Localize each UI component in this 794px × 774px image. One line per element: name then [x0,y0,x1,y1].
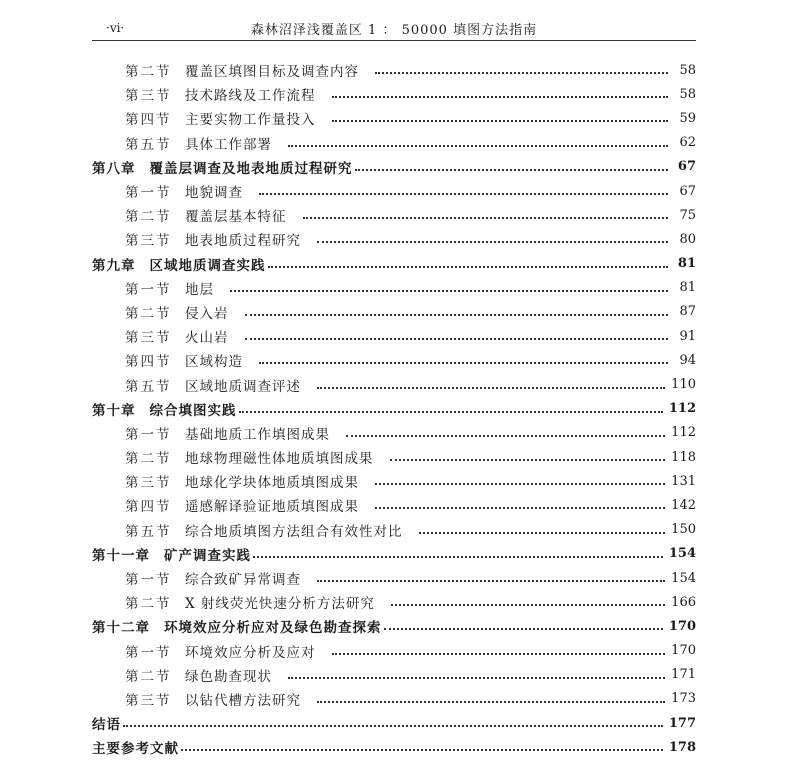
toc-entry-title: 地表地质过程研究 [185,233,301,250]
toc-entry-number: 第二节 [125,596,172,613]
dot-leader [317,387,665,389]
toc-entry-number: 第四节 [125,112,172,129]
toc-section-entry[interactable] [92,518,696,542]
toc-section-entry[interactable] [92,639,696,663]
dot-leader [317,701,665,703]
toc-section-entry[interactable] [92,106,696,130]
toc-section-entry[interactable] [92,203,696,227]
dot-leader [390,459,666,461]
toc-entry-number: 第五节 [125,523,172,540]
dot-leader [268,266,669,268]
toc-entry-number: 第一节 [125,185,172,202]
dot-leader [123,725,663,727]
toc-entry-page: 150 [671,522,696,538]
toc-entry-page: 91 [679,328,696,344]
dot-leader [317,580,665,582]
dot-leader [253,556,663,558]
toc-entry-number: 第五节 [125,378,172,395]
toc-entry-title: 环境效应分析应对及绿色勘查探索 [164,620,382,637]
dot-leader [245,338,669,340]
toc-entry-title: 综合致矿异常调查 [185,572,301,589]
toc-entry-page: 118 [671,449,696,465]
toc-entry-number: 第三节 [125,475,172,492]
toc-entry-page: 170 [671,643,696,659]
toc-entry-page: 59 [679,110,696,126]
toc-entry-page: 58 [679,86,696,102]
toc-entry-page: 67 [679,183,696,199]
header-page-number: ·vi· [106,21,125,35]
dot-leader [317,241,668,243]
toc-entry-number: 第二节 [125,668,172,685]
dot-leader [375,72,668,74]
toc-entry-title: 环境效应分析及应对 [185,644,316,661]
toc-entry-title: 侵入岩 [185,305,229,322]
toc-entry-number: 第九章 [92,257,136,274]
toc-entry-page: 154 [671,570,696,586]
dot-leader [245,314,669,316]
toc-entry-number: 第一节 [125,281,172,298]
dot-leader [419,532,666,534]
toc-entry-title: 地层 [185,281,214,298]
toc-entry-page: 75 [679,207,696,223]
header-book-title: 森林沼泽浅覆盖区 1 ： 50000 填图方法指南 [250,23,538,38]
toc-entry-number: 第三节 [125,233,172,250]
toc-entry-number: 第二节 [125,64,172,81]
table-of-contents [92,58,696,759]
toc-chapter-entry[interactable] [92,542,696,566]
toc-entry-title: 火山岩 [185,330,229,347]
toc-entry-title: 遥感解译验证地质填图成果 [185,499,359,516]
toc-entry-title: 技术路线及工作流程 [185,88,316,105]
toc-entry-number: 第一节 [125,644,172,661]
toc-chapter-entry[interactable] [92,735,696,759]
toc-entry-title: 区域地质调查评述 [185,378,301,395]
toc-section-entry[interactable] [92,445,696,469]
toc-entry-title: 绿色勘查现状 [185,668,272,685]
dot-leader [259,362,668,364]
toc-section-entry[interactable] [92,372,696,396]
toc-entry-page: 81 [679,280,696,296]
toc-entry-number: 第四节 [125,499,172,516]
toc-entry-page: 173 [671,691,696,707]
dot-leader [239,411,663,413]
toc-entry-title: 以钻代槽方法研究 [185,692,301,709]
toc-entry-number: 第三节 [125,692,172,709]
dot-leader [355,169,669,171]
toc-chapter-entry[interactable] [92,155,696,179]
toc-entry-number: 第三节 [125,330,172,347]
toc-entry-page: 170 [668,618,696,634]
toc-section-entry[interactable] [92,131,696,155]
toc-section-entry[interactable] [92,179,696,203]
dot-leader [375,483,665,485]
dot-leader [288,677,665,679]
dot-leader [391,604,665,606]
toc-entry-page: 62 [679,135,696,151]
toc-entry-number: 第二节 [125,305,172,322]
toc-entry-title: 结语 [92,717,121,734]
toc-entry-number: 第十章 [92,402,136,419]
toc-entry-page: 87 [679,304,696,320]
toc-entry-page: 81 [677,256,696,272]
toc-entry-title: 地球物理磁性体地质填图成果 [185,451,374,468]
toc-entry-title: 主要参考文献 [92,741,179,758]
dot-leader [230,290,668,292]
toc-entry-page: 131 [671,473,696,489]
toc-entry-page: 178 [668,739,696,755]
toc-entry-page: 112 [668,401,696,417]
toc-chapter-entry[interactable] [92,252,696,276]
toc-section-entry[interactable] [92,687,696,711]
toc-entry-title: 综合地质填图方法组合有效性对比 [185,523,403,540]
toc-entry-page: 58 [679,62,696,78]
toc-section-entry[interactable] [92,493,696,517]
toc-entry-title: 覆盖层调查及地表地质过程研究 [149,160,353,177]
dot-leader [332,96,669,98]
toc-entry-title: 区域构造 [185,354,243,371]
toc-section-entry[interactable] [92,566,696,590]
toc-entry-number: 第四节 [125,354,172,371]
dot-leader [332,120,669,122]
toc-entry-title: 覆盖层基本特征 [185,209,287,226]
toc-entry-number: 第五节 [125,136,172,153]
toc-chapter-entry[interactable] [92,711,696,735]
toc-entry-title: 矿产调查实践 [164,547,251,564]
toc-section-entry[interactable] [92,590,696,614]
toc-entry-number: 第十二章 [92,620,150,637]
toc-entry-title: 主要实物工作量投入 [185,112,316,129]
dot-leader [375,507,665,509]
toc-entry-page: 67 [677,159,696,175]
toc-section-entry[interactable] [92,58,696,82]
dot-leader [384,628,663,630]
toc-entry-page: 110 [671,377,696,393]
running-header [92,18,696,41]
toc-entry-number: 第十一章 [92,547,150,564]
toc-chapter-entry[interactable] [92,614,696,638]
toc-section-entry[interactable] [92,82,696,106]
toc-section-entry[interactable] [92,421,696,445]
toc-entry-title: 地貌调查 [185,185,243,202]
toc-entry-number: 第二节 [125,451,172,468]
dot-leader [181,749,663,751]
toc-entry-title: 覆盖区填图目标及调查内容 [185,64,359,81]
toc-entry-page: 94 [679,352,696,368]
toc-section-entry[interactable] [92,663,696,687]
toc-entry-page: 154 [668,546,696,562]
toc-entry-title: 具体工作部署 [185,136,272,153]
toc-entry-title: 综合填图实践 [149,402,237,419]
toc-chapter-entry[interactable] [92,397,696,421]
dot-leader [346,435,665,437]
toc-section-entry[interactable] [92,276,696,300]
dot-leader [303,217,669,219]
toc-entry-title: X 射线荧光快速分析方法研究 [185,596,375,613]
toc-entry-number: 第一节 [125,426,172,443]
toc-section-entry[interactable] [92,227,696,251]
toc-entry-page: 171 [671,667,696,683]
dot-leader [332,653,666,655]
toc-section-entry[interactable] [92,348,696,372]
toc-entry-title: 区域地质调查实践 [149,257,266,274]
toc-section-entry[interactable] [92,300,696,324]
toc-entry-page: 112 [671,425,696,441]
dot-leader [288,145,668,147]
toc-entry-number: 第八章 [92,160,136,177]
dot-leader [259,193,668,195]
toc-entry-page: 177 [668,715,696,731]
toc-entry-title: 基础地质工作填图成果 [185,426,330,443]
toc-section-entry[interactable] [92,469,696,493]
toc-entry-number: 第一节 [125,572,172,589]
toc-section-entry[interactable] [92,324,696,348]
toc-entry-number: 第二节 [125,209,172,226]
toc-entry-number: 第三节 [125,88,172,105]
toc-entry-page: 142 [671,497,696,513]
toc-entry-title: 地球化学块体地质填图成果 [185,475,359,492]
toc-entry-page: 166 [671,594,696,610]
toc-entry-page: 80 [679,231,696,247]
